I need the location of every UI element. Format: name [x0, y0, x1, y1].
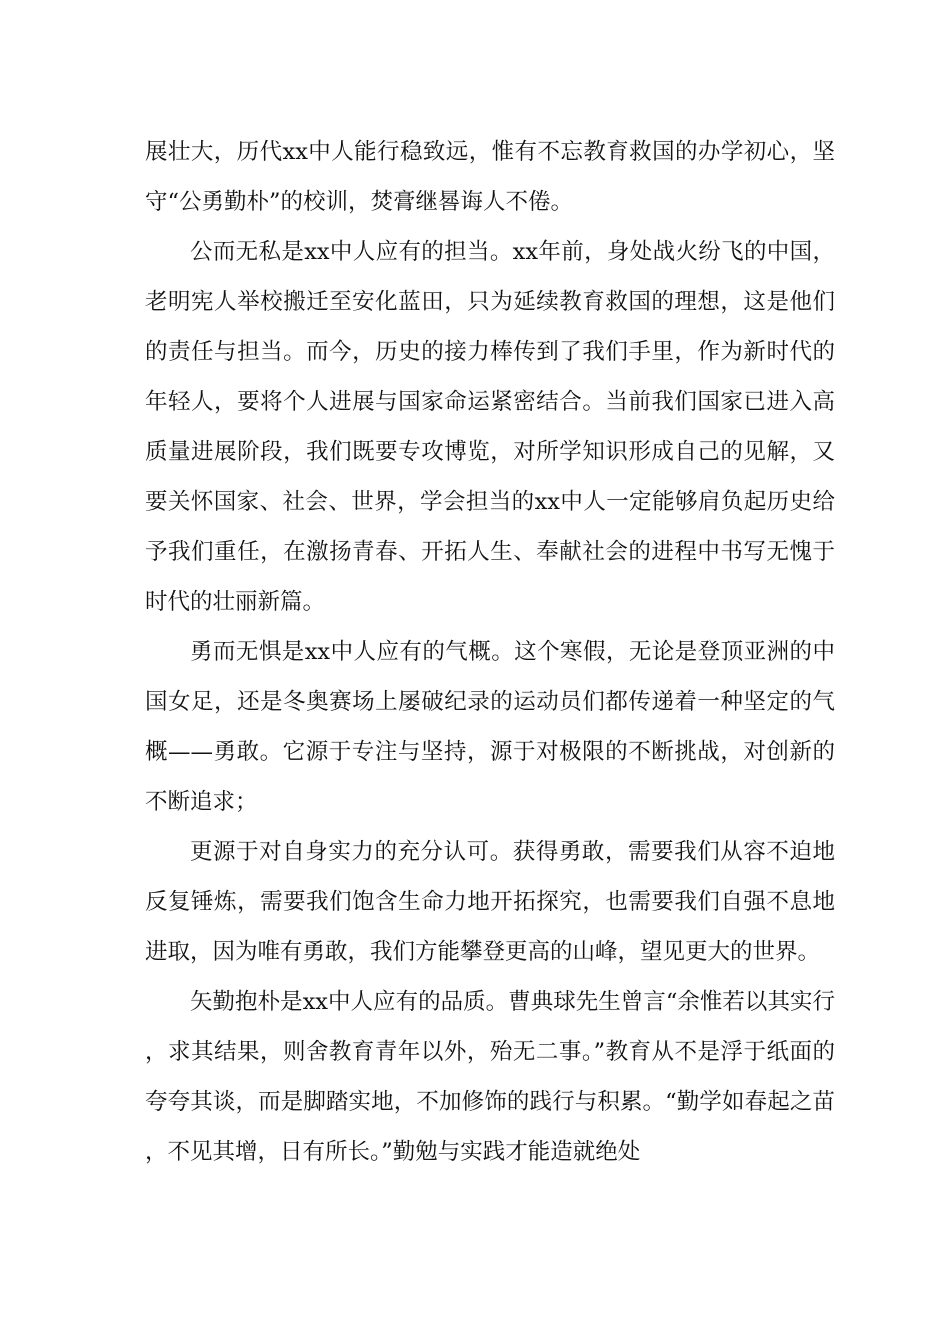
- paragraph-courage: 勇而无惧是xx中人应有的气概。这个寒假，无论是登顶亚洲的中国女足，还是冬奥赛场上屡破纪录的运动员们都传递着一种坚定的气概——勇敢。它源于专注与坚持，源于对极限的不断挑战，对创新的不断追求；: [145, 639, 835, 815]
- paragraph-continuation: 展壮大，历代xx中人能行稳致远，惟有不忘教育救国的办学初心，坚守“公勇勤朴”的校训，焚膏继晷诲人不倦。: [145, 139, 835, 215]
- paragraph-courage-source: 更源于对自身实力的充分认可。获得勇敢，需要我们从容不迫地反复锤炼，需要我们饱含生命力地开拓探究，也需要我们自强不息地进取，因为唯有勇敢，我们方能攀登更高的山峰，望见更大的世界。: [145, 839, 835, 965]
- paragraph-diligence: 矢勤抱朴是xx中人应有的品质。曹典球先生曾言“余惟若以其实行，求其结果，则舍教育青年以外，殆无二事。”教育从不是浮于纸面的夸夸其谈，而是脚踏实地，不加修饰的践行与积累。“勤学如春起之苗，不见其增，日有所长。”勤勉与实践才能造就绝处: [145, 989, 835, 1165]
- document-body: [145, 127, 835, 1177]
- paragraph-impartiality: 公而无私是xx中人应有的担当。xx年前，身处战火纷飞的中国，老明宪人举校搬迁至安化蓝田，只为延续教育救国的理想，这是他们的责任与担当。而今，历史的接力棒传到了我们手里，作为新时代的年轻人，要将个人进展与国家命运紧密结合。当前我们国家已进入高质量进展阶段，我们既要专攻博览，对所学知识形成自己的见解，又要关怀国家、社会、世界，学会担当的xx中人一定能够肩负起历史给予我们重任，在激扬青春、开拓人生、奉献社会的进程中书写无愧于时代的壮丽新篇。: [145, 239, 835, 615]
